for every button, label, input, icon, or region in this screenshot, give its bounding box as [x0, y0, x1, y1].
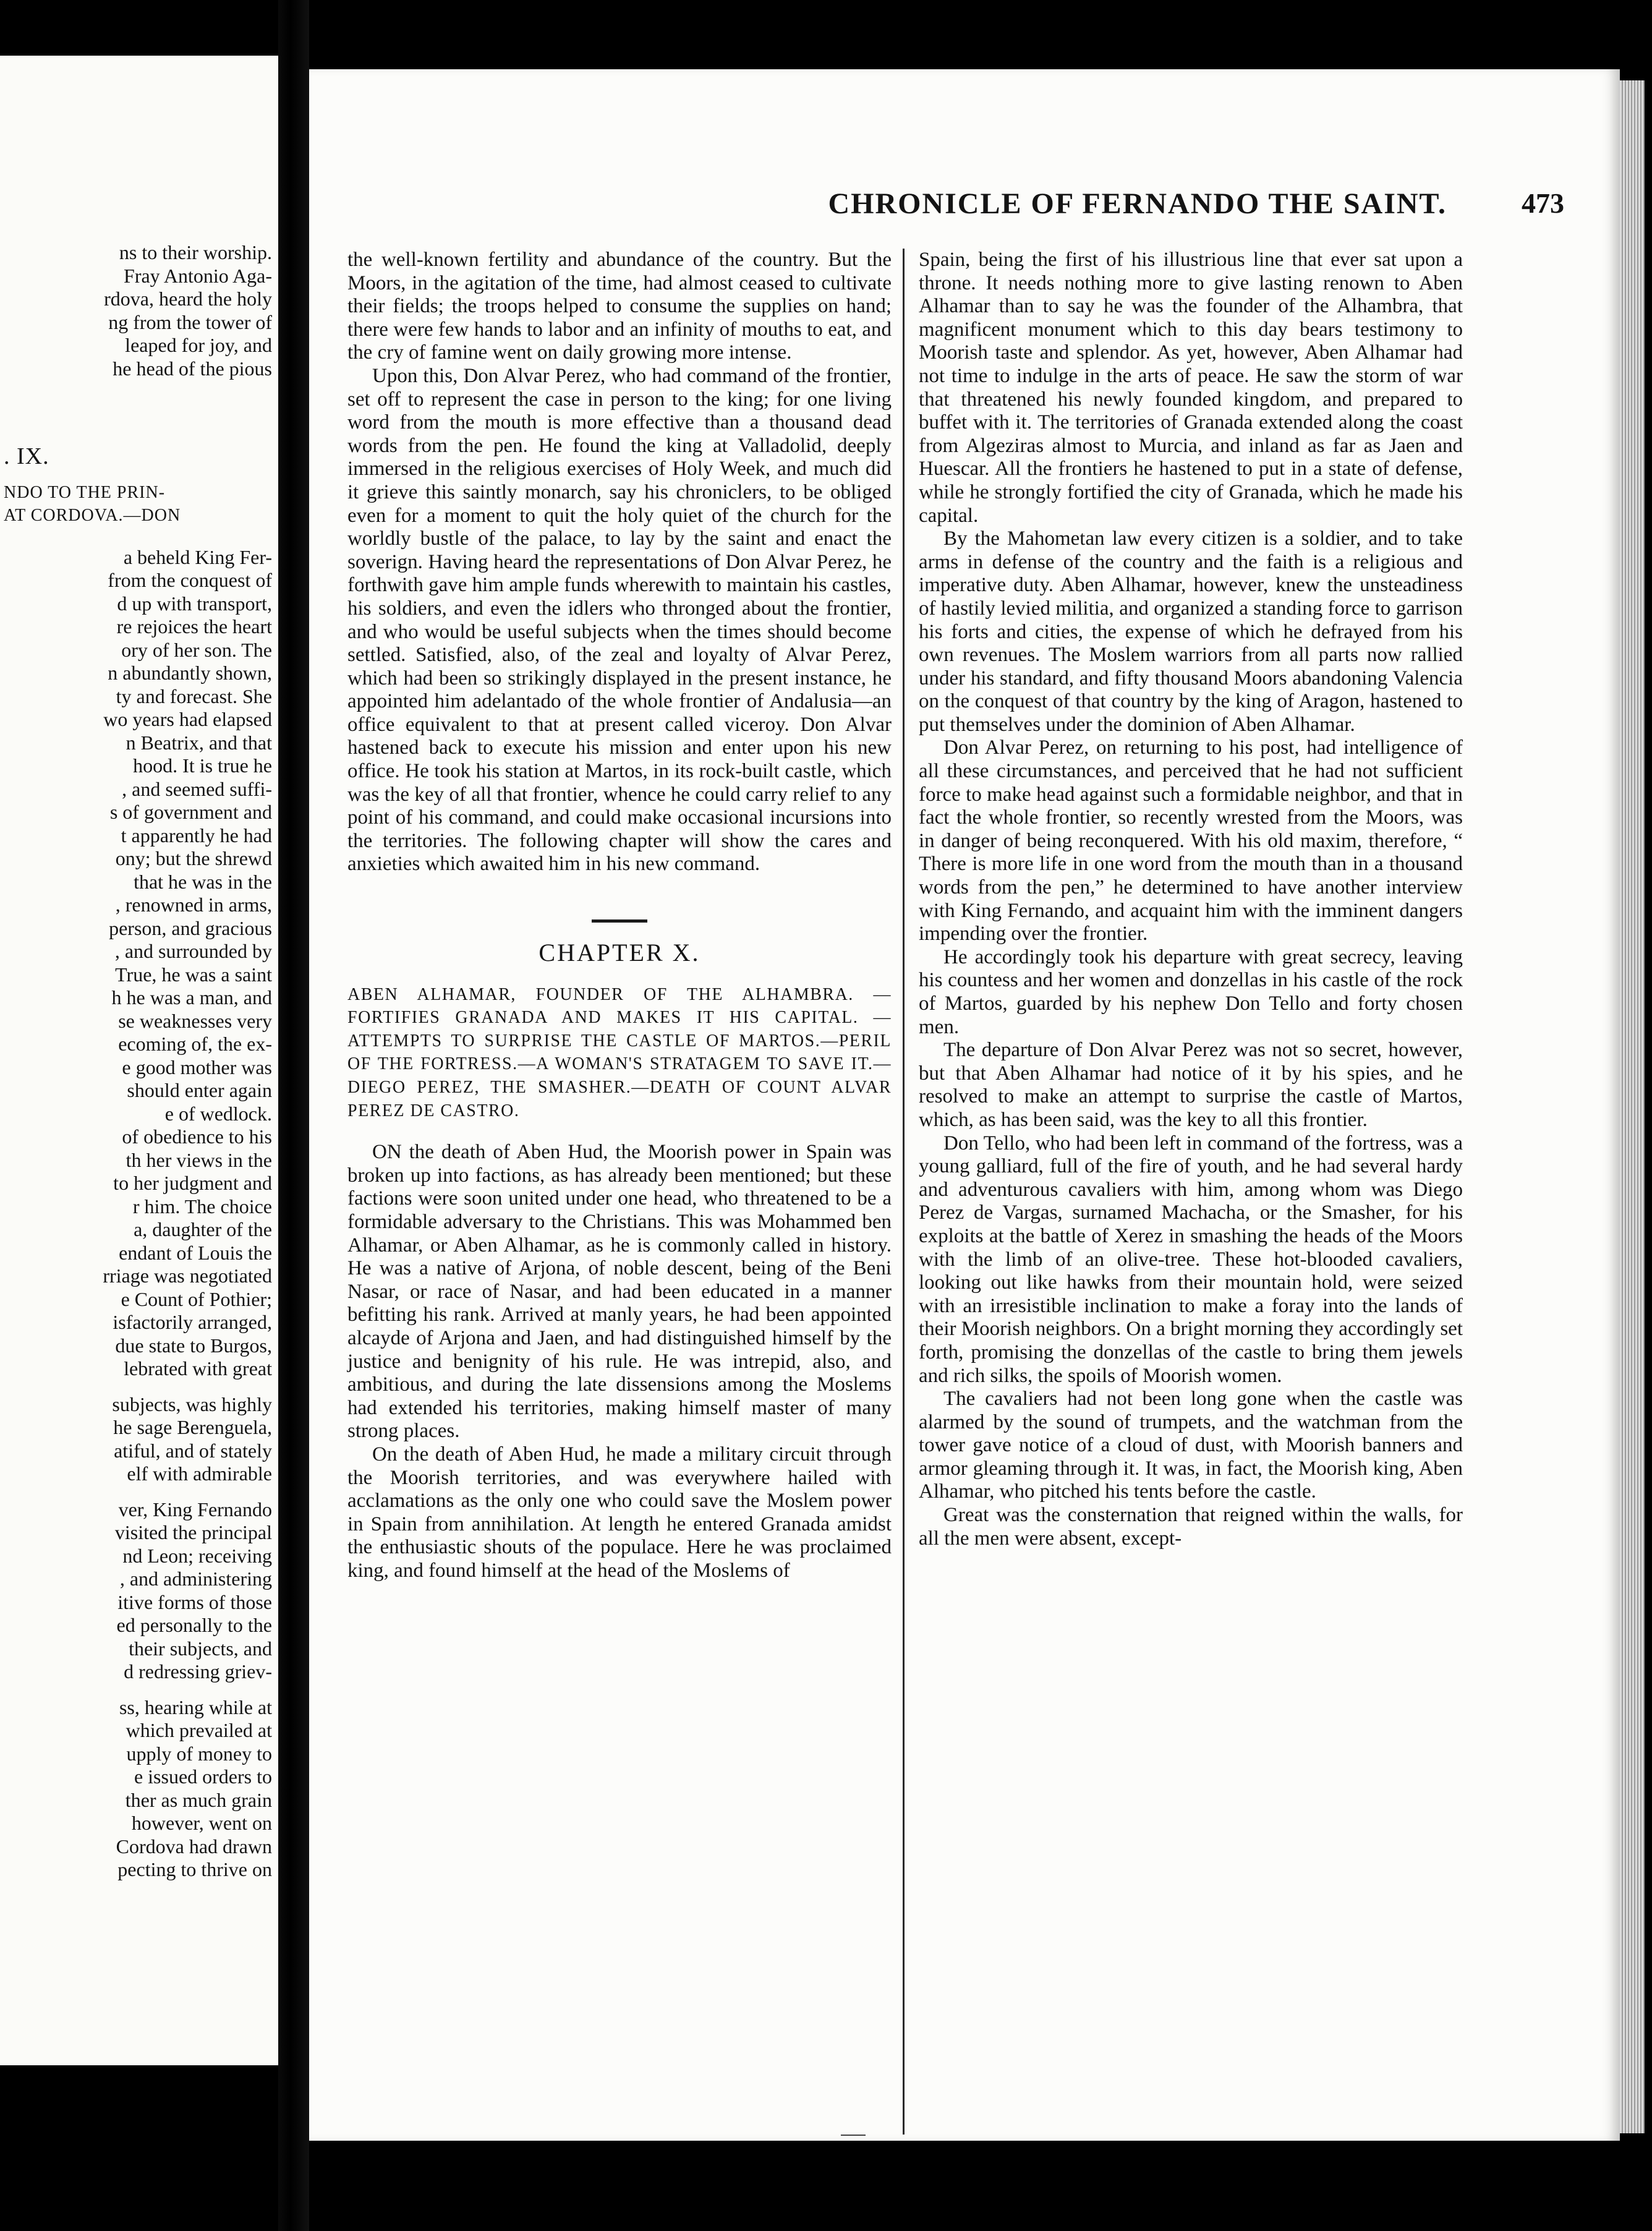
paragraph: He accordingly took his departure with great secrecy, leaving his countess and her women and donzellas in his castle of the rock of Martos, guarded by his nephew Don Tello and forty chosen men.: [919, 945, 1463, 1038]
left-page-line: t apparently he had: [121, 824, 272, 847]
left-page-line: a beheld King Fer-: [123, 545, 272, 568]
paragraph: On the death of Aben Hud, he made a military circuit through the Moorish territories, and was everywhere hailed with acclamations as the only one who could save the Moslem power in Spain from annihilation. At length he entered Granada amidst the enthusiastic shouts of the populace. Here he was proclaimed king, and found himself at the head of the Moslems of: [347, 1443, 892, 1582]
left-page: [0, 56, 278, 2065]
running-title: CHRONICLE OF FERNANDO THE SAINT.: [828, 187, 1447, 220]
left-page-line: lebrated with great: [124, 1357, 272, 1380]
left-page-lines-a: [0, 241, 272, 380]
paragraph: ON the death of Aben Hud, the Moorish power in Spain was broken up into factions, as has already been mentioned; but these factions were soon united under one head, who threatened to be a formidable adversary to the Christians. This was Mohammed ben Alhamar, or Aben Alhamar, as he is commonly called in history. He was a native of Arjona, of noble descent, being of the Beni Nasar, or race of Nasar, and had been educated in a manner befitting his rank. Arrived at manly years, he had been appointed alcayde of Arjona and Jaen, and had distinguished himself by the justice and benignity of his rule. He was intrepid, also, and ambitious, and during the late dissensions among the Moslems had extended his territories, making himself master of many strong places.: [347, 1141, 892, 1443]
left-page-line: , and administering: [119, 1568, 272, 1590]
left-page-line: which prevailed at: [126, 1719, 272, 1741]
paragraph: Don Tello, who had been left in command of the fortress, was a young galliard, full of the fire of youth, and he had several hardy and adventurous cavaliers with him, among whom was Diego Perez de Vargas, surnamed Machacha, or the Smasher, for his exploits at the battle of Xerez in smashing the heads of the Moors with the limb of an olive-tree. These hot-blooded cavaliers, looking out like hawks from their mountain hold, were seized with an irresistible inclination to make a foray into the lands of their Moorish neighbors. On a bright morning they accordingly set forth, promising the donzellas of the castle to bring them jewels and rich silks, the spoils of Moorish women.: [919, 1132, 1463, 1387]
left-page-line: ty and forecast. She: [116, 685, 272, 707]
left-page-line: endant of Louis the: [119, 1241, 272, 1264]
left-page-line: ecoming of, the ex-: [118, 1033, 272, 1055]
book-gutter: [278, 0, 309, 2231]
left-page-line: e good mother was: [122, 1056, 272, 1078]
paragraph: Great was the consternation that reigned within the walls, for all the men were absent, except-: [919, 1504, 1463, 1550]
right-page: [309, 69, 1620, 2141]
left-page-line: e issued orders to: [134, 1765, 272, 1788]
left-page-line: that he was in the: [134, 870, 272, 893]
left-page-line: e of wedlock.: [164, 1102, 272, 1125]
page-number: 473: [1522, 187, 1564, 219]
left-page-line: re rejoices the heart: [116, 615, 272, 638]
left-page-line: their subjects, and: [129, 1637, 272, 1660]
chapter-summary: ABEN ALHAMAR, FOUNDER OF THE ALHAMBRA. —FORTIFIES GRANADA AND MAKES IT HIS CAPITAL. — ATTEMPTS TO SURPRISE THE CASTLE OF MARTOS.—PERIL OF THE FORTRESS.—A WOMAN'S STRATAGEM TO SAVE IT.—DIEGO PEREZ, THE SMASHER.—DEATH OF COUNT ALVAR PEREZ DE CASTRO.: [347, 984, 892, 1120]
left-page-line: due state to Burgos,: [115, 1334, 272, 1357]
left-page-lines-d: [0, 1498, 272, 1684]
left-page-lines-b: [0, 546, 272, 1381]
left-page-line: visited the principal: [114, 1521, 272, 1543]
left-page-line: pecting to thrive on: [117, 1858, 272, 1880]
left-page-line: Cordova had drawn: [116, 1835, 272, 1858]
footer-mark: [841, 2135, 866, 2136]
left-page-line: True, he was a saint: [115, 963, 272, 986]
paragraph: Upon this, Don Alvar Perez, who had command of the frontier, set off to represent the case in person to the king; for one living word from the mouth is more effective than a thousand dead words from the pen. He found the king at Valladolid, deeply immersed in the religious exercises of Holy Week, and much did it grieve this saintly monarch, say his chroniclers, to be obliged even for a moment to quit the holy quiet of the church for the worldly bustle of the palace, to lay by the saint and enact the soverign. Having heard the representations of Don Alvar Perez, he forthwith gave him ample funds wherewith to maintain his castles, his soldiers, and even the idlers who thronged about the frontier, and who would be useful subjects when the times should become settled. Satisfied, also, of the zeal and loyalty of Alvar Perez, which had been so strikingly displayed in the present instance, he appointed him adelantado of the whole frontier of Andalusia—an office equivalent to that at present called viceroy. Don Alvar hastened back to execute his mission and enter upon his new office. He took his station at Martos, in its rock-built castle, which was the key of all that frontier, whence he could carry relief to any point of his command, and could make occasional incursions into the territories. The following chapter will show the cares and anxieties which awaited him in his new command.: [347, 364, 892, 876]
left-page-line: d up with transport,: [117, 592, 272, 615]
left-page-line: ns to their worship.: [119, 241, 272, 263]
left-page-line: of obedience to his: [122, 1125, 272, 1148]
left-page-line: itive forms of those: [117, 1590, 272, 1613]
left-page-chapter-summary: [0, 481, 272, 527]
left-page-line: hood. It is true he: [133, 754, 272, 777]
left-page-line: ver, King Fernando: [118, 1498, 272, 1521]
paragraph: Spain, being the first of his illustrious line that ever sat upon a throne. It needs nothing more to give lasting renown to Aben Alhamar than to say he was the founder of the Alhambra, that magnificent monument which to this day bears testimony to Moorish taste and splendor. As yet, however, Aben Alhamar had not time to indulge in the arts of peace. He saw the storm of war that threatened his newly founded kingdom, and prepared to buffet with it. The territories of Granada extended along the coast from Algeziras almost to Murcia, and inland as far as Jaen and Huescar. All the frontiers he hastened to put in a state of defense, while he strongly fortified the city of Granada, which he made his capital.: [919, 249, 1463, 527]
paragraph: The cavaliers had not been long gone when the castle was alarmed by the sound of trumpets, and the watchman from the tower gave notice of a cloud of dust, with Moorish banners and armor gleaming through it. It was, in fact, the Moorish king, Aben Alhamar, who pitched his tents before the castle.: [919, 1388, 1463, 1503]
left-page-line: isfactorily arranged,: [113, 1311, 272, 1333]
left-page-line: upply of money to: [126, 1742, 272, 1765]
chapter-divider: [592, 919, 647, 923]
left-page-line: ed personally to the: [116, 1614, 272, 1636]
left-page-line: , and seemed suffi-: [122, 777, 272, 800]
left-page-line: ory of her son. The: [121, 638, 272, 661]
paragraph: By the Mahometan law every citizen is a soldier, and to take arms in defense of the country and the faith is a religious and imperative duty. Aben Alhamar, however, knew the unsteadiness of hastily levied militia, and organized a standing force to garrison his forts and cities, the expense of which he defrayed from his own revenues. The Moslem warriors from all parts now rallied under his standard, and fifty thousand Moors abandoning Valencia on the conquest of that country by the king of Aragon, hastened to put themselves under the dominion of Aben Alhamar.: [919, 527, 1463, 736]
left-page-line: , and surrounded by: [114, 940, 272, 962]
left-page-line: he head of the pious: [113, 357, 272, 380]
left-page-line: ony; but the shrewd: [115, 847, 272, 869]
left-page-line: wo years had elapsed: [103, 708, 272, 730]
left-page-lines-c: [0, 1393, 272, 1486]
left-page-line: ther as much grain: [125, 1788, 272, 1811]
paragraph: the well-known fertility and abundance of the country. But the Moors, in the agitation of the time, had almost ceased to cultivate their fields; the troops helped to consume the supplies on hand; there were few hands to labor and an infinity of mouths to eat, and the cry of famine went on daily growing more intense.: [347, 249, 892, 364]
page-header: [581, 187, 1564, 224]
left-page-line: th her views in the: [126, 1148, 272, 1171]
left-page-line: atiful, and of stately: [114, 1439, 272, 1462]
left-page-line: e Count of Pothier;: [121, 1287, 272, 1310]
left-page-line: he sage Berenguela,: [113, 1416, 272, 1438]
paragraph: The departure of Don Alvar Perez was not so secret, however, but that Aben Alhamar had notice of it by his spies, and he resolved to make an attempt to surprise the castle of Martos, which, as has been said, was the key to all this frontier.: [919, 1039, 1463, 1131]
left-page-line: a, daughter of the: [134, 1218, 272, 1240]
left-page-line: se weaknesses very: [118, 1009, 272, 1032]
left-page-line: h he was a man, and: [111, 986, 272, 1009]
left-page-line: NDO TO THE PRIN-: [4, 482, 166, 502]
left-page-line: , renowned in arms,: [115, 894, 272, 916]
left-page-line: elf with admirable: [127, 1462, 272, 1485]
left-page-line: person, and gracious: [109, 916, 272, 939]
left-page-line: rriage was negotiated: [103, 1265, 272, 1287]
text-column-1: [347, 249, 892, 1582]
left-page-line: ss, hearing while at: [119, 1696, 272, 1718]
left-page-text: [0, 241, 272, 1882]
left-page-line: AT CORDOVA.—DON: [4, 506, 181, 525]
left-page-line: to her judgment and: [113, 1172, 272, 1194]
chapter-heading: CHAPTER X.: [539, 939, 700, 967]
left-page-chapter-heading: . IX.: [4, 443, 49, 469]
text-column-2: [919, 249, 1463, 1550]
left-page-line: leaped for joy, and: [125, 334, 272, 356]
left-page-line: nd Leon; receiving: [122, 1544, 272, 1567]
left-page-lines-e: [0, 1696, 272, 1882]
left-page-line: s of government and: [109, 801, 272, 823]
left-page-line: from the conquest of: [108, 569, 272, 591]
left-page-line: n abundantly shown,: [108, 662, 272, 684]
left-page-line: subjects, was highly: [112, 1393, 272, 1415]
left-page-line: Fray Antonio Aga-: [124, 264, 272, 287]
left-page-line: however, went on: [131, 1812, 272, 1834]
left-page-line: d redressing griev-: [124, 1660, 272, 1683]
paragraph: Don Alvar Perez, on returning to his post, had intelligence of all these circumstances, and perceived that he had not sufficient force to make head against such a formidable neighbor, and that in fact the whole frontier, so recently wrested from the Moors, was in danger of being reconquered. With his old maxim, therefore, “ There is more life in one word from the mouth than in a thousand words from the pen,” he determined to have another interview with King Fernando, and acquaint him with the imminent dangers impending over the frontier.: [919, 736, 1463, 945]
page-edges: [1620, 80, 1645, 2133]
left-page-line: rdova, heard the holy: [104, 288, 272, 310]
left-page-line: n Beatrix, and that: [126, 731, 272, 754]
column-divider: [903, 249, 905, 2135]
left-page-line: should enter again: [127, 1079, 272, 1101]
left-page-line: ng from the tower of: [108, 310, 272, 333]
left-page-line: r him. The choice: [132, 1195, 272, 1218]
